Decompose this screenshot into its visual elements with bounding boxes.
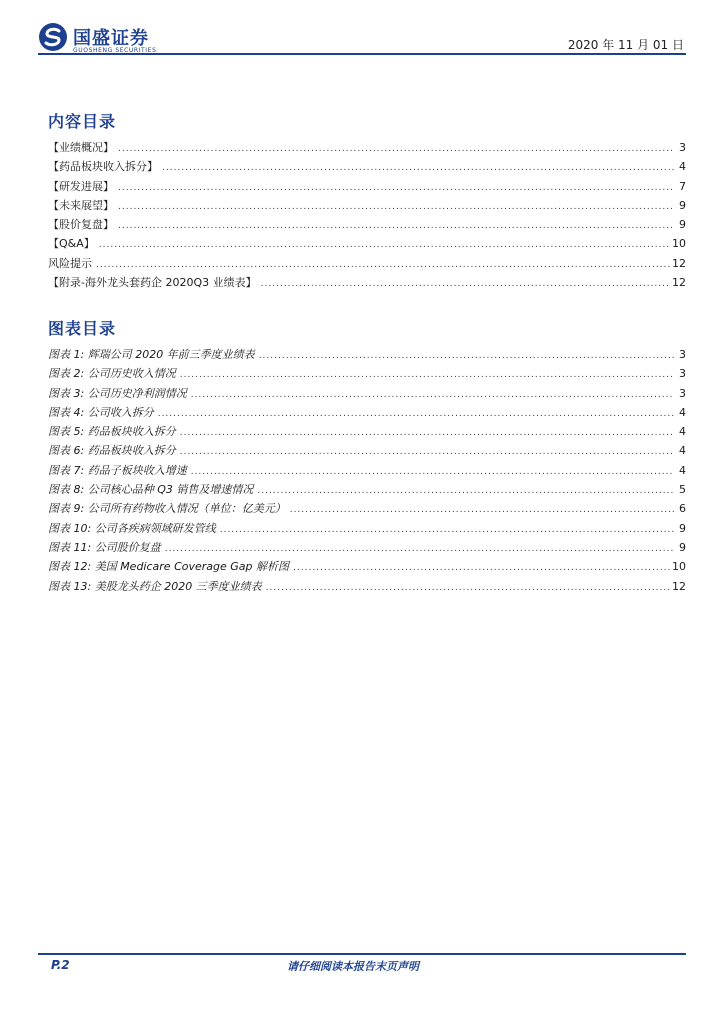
contents-title: 内容目录 xyxy=(48,112,117,131)
dot-leader xyxy=(259,347,674,366)
contents-entry-label[interactable]: 【未来展望】 xyxy=(48,198,114,212)
header-divider xyxy=(38,53,686,55)
figure-entry-page-number[interactable]: 6 xyxy=(679,502,686,516)
dot-leader xyxy=(261,275,670,294)
dot-leader xyxy=(99,236,670,255)
dot-leader xyxy=(180,443,674,462)
dot-leader xyxy=(118,179,674,198)
footer-divider xyxy=(38,953,686,955)
figure-entry-page-number[interactable]: 12 xyxy=(672,579,686,593)
contents-entry-page-number[interactable]: 4 xyxy=(679,160,686,174)
contents-list xyxy=(48,138,686,292)
contents-entry-label[interactable]: 【附录-海外龙头套药企 2020Q3 业绩表】 xyxy=(48,276,257,290)
contents-entry[interactable] xyxy=(48,234,686,253)
figure-entry[interactable] xyxy=(48,577,686,596)
contents-entry[interactable] xyxy=(48,138,686,157)
figure-entry-label[interactable]: 图表 12: 美国 Medicare Coverage Gap 解析图 xyxy=(48,560,290,574)
contents-entry[interactable] xyxy=(48,177,686,196)
figure-entry-label[interactable]: 图表 9: 公司所有药物收入情况（单位：亿美元） xyxy=(48,502,286,516)
dot-leader xyxy=(220,521,674,540)
contents-entry[interactable] xyxy=(48,273,686,292)
figure-entry-label[interactable]: 图表 4: 公司收入拆分 xyxy=(48,405,154,419)
figure-entry[interactable] xyxy=(48,480,686,499)
figure-entry-page-number[interactable]: 9 xyxy=(679,521,686,535)
contents-entry-page-number[interactable]: 9 xyxy=(679,198,686,212)
figure-entry[interactable] xyxy=(48,538,686,557)
figure-entry[interactable] xyxy=(48,403,686,422)
figure-entry-label[interactable]: 图表 7: 药品子板块收入增速 xyxy=(48,463,187,477)
contents-entry-label[interactable]: 【业绩概况】 xyxy=(48,141,114,154)
figure-entry-page-number[interactable]: 3 xyxy=(679,386,686,400)
dot-leader xyxy=(118,198,674,217)
contents-entry-page-number[interactable]: 12 xyxy=(672,256,686,270)
figure-entry[interactable] xyxy=(48,345,686,364)
dot-leader xyxy=(180,424,674,443)
dot-leader xyxy=(158,405,674,424)
dot-leader xyxy=(162,159,674,178)
dot-leader xyxy=(118,140,674,159)
brand-subtitle: GUOSHENG SECURITIES xyxy=(73,47,157,54)
dot-leader xyxy=(180,366,674,385)
figure-entry-page-number[interactable]: 3 xyxy=(679,348,686,361)
figure-entry-page-number[interactable]: 3 xyxy=(679,367,686,381)
figure-entry-label[interactable]: 图表 11: 公司股价复盘 xyxy=(48,540,161,554)
figure-entry[interactable] xyxy=(48,519,686,538)
contents-entry-label[interactable]: 【股价复盘】 xyxy=(48,218,114,232)
brand-name: 国盛证券 xyxy=(73,28,149,49)
contents-entry-page-number[interactable]: 10 xyxy=(672,237,686,251)
figure-entry-page-number[interactable]: 9 xyxy=(679,540,686,554)
dot-leader xyxy=(266,579,670,598)
figure-entry-label[interactable]: 图表 13: 美股龙头药企 2020 三季度业绩表 xyxy=(48,579,262,593)
contents-entry-label[interactable]: 【研发进展】 xyxy=(48,179,114,193)
figures-title: 图表目录 xyxy=(48,319,117,338)
dot-leader xyxy=(191,463,674,482)
figure-entry[interactable] xyxy=(48,461,686,480)
dot-leader xyxy=(191,386,674,405)
figure-entry[interactable] xyxy=(48,384,686,403)
contents-entry-page-number[interactable]: 3 xyxy=(679,141,686,154)
contents-entry-page-number[interactable]: 7 xyxy=(679,179,686,193)
figure-entry[interactable] xyxy=(48,499,686,518)
contents-entry[interactable] xyxy=(48,196,686,215)
figure-entry-page-number[interactable]: 4 xyxy=(679,425,686,439)
figure-entry-page-number[interactable]: 4 xyxy=(679,444,686,458)
page-number: P.2 xyxy=(51,958,70,972)
report-date: 2020 年 11 月 01 日 xyxy=(567,38,684,52)
contents-entry[interactable] xyxy=(48,254,686,273)
guosheng-logo-icon xyxy=(38,22,68,52)
company-logo xyxy=(38,20,168,54)
contents-entry-label[interactable]: 【Q&A】 xyxy=(48,237,95,251)
dot-leader xyxy=(293,559,670,578)
figures-list xyxy=(48,345,686,596)
dot-leader xyxy=(290,501,674,520)
contents-entry-page-number[interactable]: 12 xyxy=(672,276,686,290)
contents-entry-label[interactable]: 风险提示 xyxy=(48,256,92,270)
figure-entry[interactable] xyxy=(48,422,686,441)
figure-entry-label[interactable]: 图表 3: 公司历史净利润情况 xyxy=(48,386,187,400)
figure-entry-label[interactable]: 图表 1: 辉瑞公司 2020 年前三季度业绩表 xyxy=(48,348,255,361)
figure-entry[interactable] xyxy=(48,557,686,576)
figure-entry-label[interactable]: 图表 8: 公司核心品种 Q3 销售及增速情况 xyxy=(48,483,254,497)
contents-entry[interactable] xyxy=(48,215,686,234)
figure-entry-label[interactable]: 图表 2: 公司历史收入情况 xyxy=(48,367,176,381)
contents-entry-page-number[interactable]: 9 xyxy=(679,218,686,232)
figure-entry-page-number[interactable]: 4 xyxy=(679,405,686,419)
figure-entry[interactable] xyxy=(48,441,686,460)
figure-entry-label[interactable]: 图表 10: 公司各疾病领域研发管线 xyxy=(48,521,216,535)
contents-entry[interactable] xyxy=(48,157,686,176)
figure-entry-label[interactable]: 图表 6: 药品板块收入拆分 xyxy=(48,444,176,458)
disclaimer-note: 请仔细阅读本报告末页声明 xyxy=(287,960,419,973)
dot-leader xyxy=(257,482,674,501)
figure-entry-page-number[interactable]: 10 xyxy=(672,560,686,574)
contents-entry-label[interactable]: 【药品板块收入拆分】 xyxy=(48,160,158,174)
figure-entry[interactable] xyxy=(48,364,686,383)
figure-entry-label[interactable]: 图表 5: 药品板块收入拆分 xyxy=(48,425,176,439)
dot-leader xyxy=(118,217,674,236)
figure-entry-page-number[interactable]: 4 xyxy=(679,463,686,477)
figure-entry-page-number[interactable]: 5 xyxy=(679,483,686,497)
